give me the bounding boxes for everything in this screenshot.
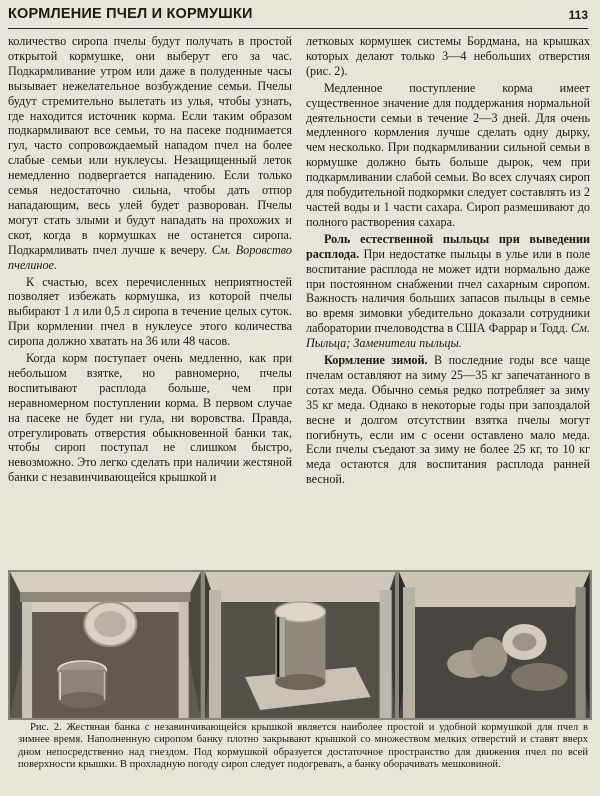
cross-reference: См. Пыльца; Заменители пыльцы. — [306, 321, 590, 351]
photo-jar-in-hive — [399, 572, 590, 718]
paragraph: К счастью, всех перечисленных неприятностей позволяет избежать кормушка, из которой пчелы выбирают 1 л или 0,5 л сиропа в течение целых суток. При кормлении пчел в нуклеусе этого количества сиропа должно хватать на 36 или 48 часов. — [8, 274, 292, 349]
figure-photos — [8, 570, 592, 720]
paragraph-text: количество сиропа пчелы будут получать в простой открытой кормушке, они выберут его за час. Подкармливание утром или даже в полуденные часы вызывает нежелательное возбуждение семьи. Пчелы будут стремительно вылетать из улья, чтобы узнать, где находится источник корма. Если таким образом подкармливают все семьи, то на пасеке поднимается гул, часто сопровождаемый нападом пчел на более слабые семьи или нуклеусы. Незащищенный леток немедленно подвергается нападению. Если только семья недостаточно сильна, чтобы дать отпор нападающим, весь улей будет разворован. Пчелы могут стать злыми и будут нападать на прохожих и скот, когда в кормушках не останется сиропа. Подкармливать пчел лучше к вечеру. — [8, 34, 292, 257]
paragraph-text: В последние годы все чаще пчелам оставляют на зиму 25—35 кг запечатанного в сотах меда. Обычно семья редко потребляет за зиму 35 кг меда. Однако в некоторые годы при запоздалой весне и долгом отсутствии взятка пчелы могут погибнуть, если им с осени оставлено мало меда. Если пчелы съедают за зиму не более 25 кг, то 10 кг меда остаются для воспитания расплода ранней весной. — [306, 353, 590, 487]
paragraph — [306, 232, 590, 351]
photo-jar-on-frames — [205, 572, 396, 718]
running-head: КОРМЛЕНИЕ ПЧЕЛ И КОРМУШКИ — [8, 6, 253, 22]
page-number: 113 — [568, 8, 588, 22]
left-column — [8, 34, 292, 485]
photo-open-jar — [10, 572, 201, 718]
right-column — [306, 34, 590, 487]
paragraph — [8, 34, 292, 273]
paragraph: летковых кормушек системы Бордмана, на крышках которых делают только 3—4 небольших отверстия (рис. 2). — [306, 34, 590, 78]
paragraph: Медленное поступление корма имеет существенное значение для поддержания нормальной деятельности семьи в течение 2—3 дней. Для очень медленного кормления лучше сделать одну дырку, чем несколько. При подкармливании сильной семьи в кормушке должно быть больше дырок, чем при подкармливании слабой семьи. Во всех случаях сироп для побудительной подкормки следует составлять из 2 частей воды и 1 части сахара. Сироп размешивают до полного растворения сахара. — [306, 80, 590, 229]
figure-caption — [18, 722, 588, 772]
paragraph — [306, 353, 590, 487]
cross-reference: См. Воровство пчелиное. — [8, 242, 292, 272]
section-heading: Роль естественной пыльцы при выведении расплода. — [306, 231, 590, 261]
paragraph-text: При недостатке пыльцы в улье или в поле воспитание расплода не может идти нормально даже при постоянном снабжении пчел сахарным сиропом. Важность наличия больших запасов пыльцы в семье во время зимовки убедительно доказали сотрудники лаборатории пчеловодства в США Фаррар и Тодд. — [306, 246, 591, 336]
paragraph: Когда корм поступает очень медленно, как при небольшом взятке, но равномерно, пчелы воспитывают расплода больше, чем при неравномерном поступлении корма. В первом случае на пасеке не будет ни гула, ни воровства. Правда, отрегулировать отверстия обыкновенной банки так, чтобы сироп поступал не слишком быстро, невозможно. Это легко сделать при наличии жестяной банки с незавинчивающейся крышкой и — [8, 351, 292, 485]
caption-text: Рис. 2. Жестяная банка с незавинчивающейся крышкой является наиболее простой и удобной кормушкой для пчел в зимнее время. Наполненную сиропом банку плотно закрывают крышкой со множеством мелких отверстий и ставят вверх дном непосредственно над гнездом. Под кормушкой образуется достаточное пространство для движения пчел по всей поверхности крышки. В прохладную погоду сироп следует подогревать, а банку оборачивать мешковиной. — [18, 722, 588, 771]
section-heading: Кормление зимой. — [324, 353, 428, 368]
page-header — [8, 4, 588, 29]
